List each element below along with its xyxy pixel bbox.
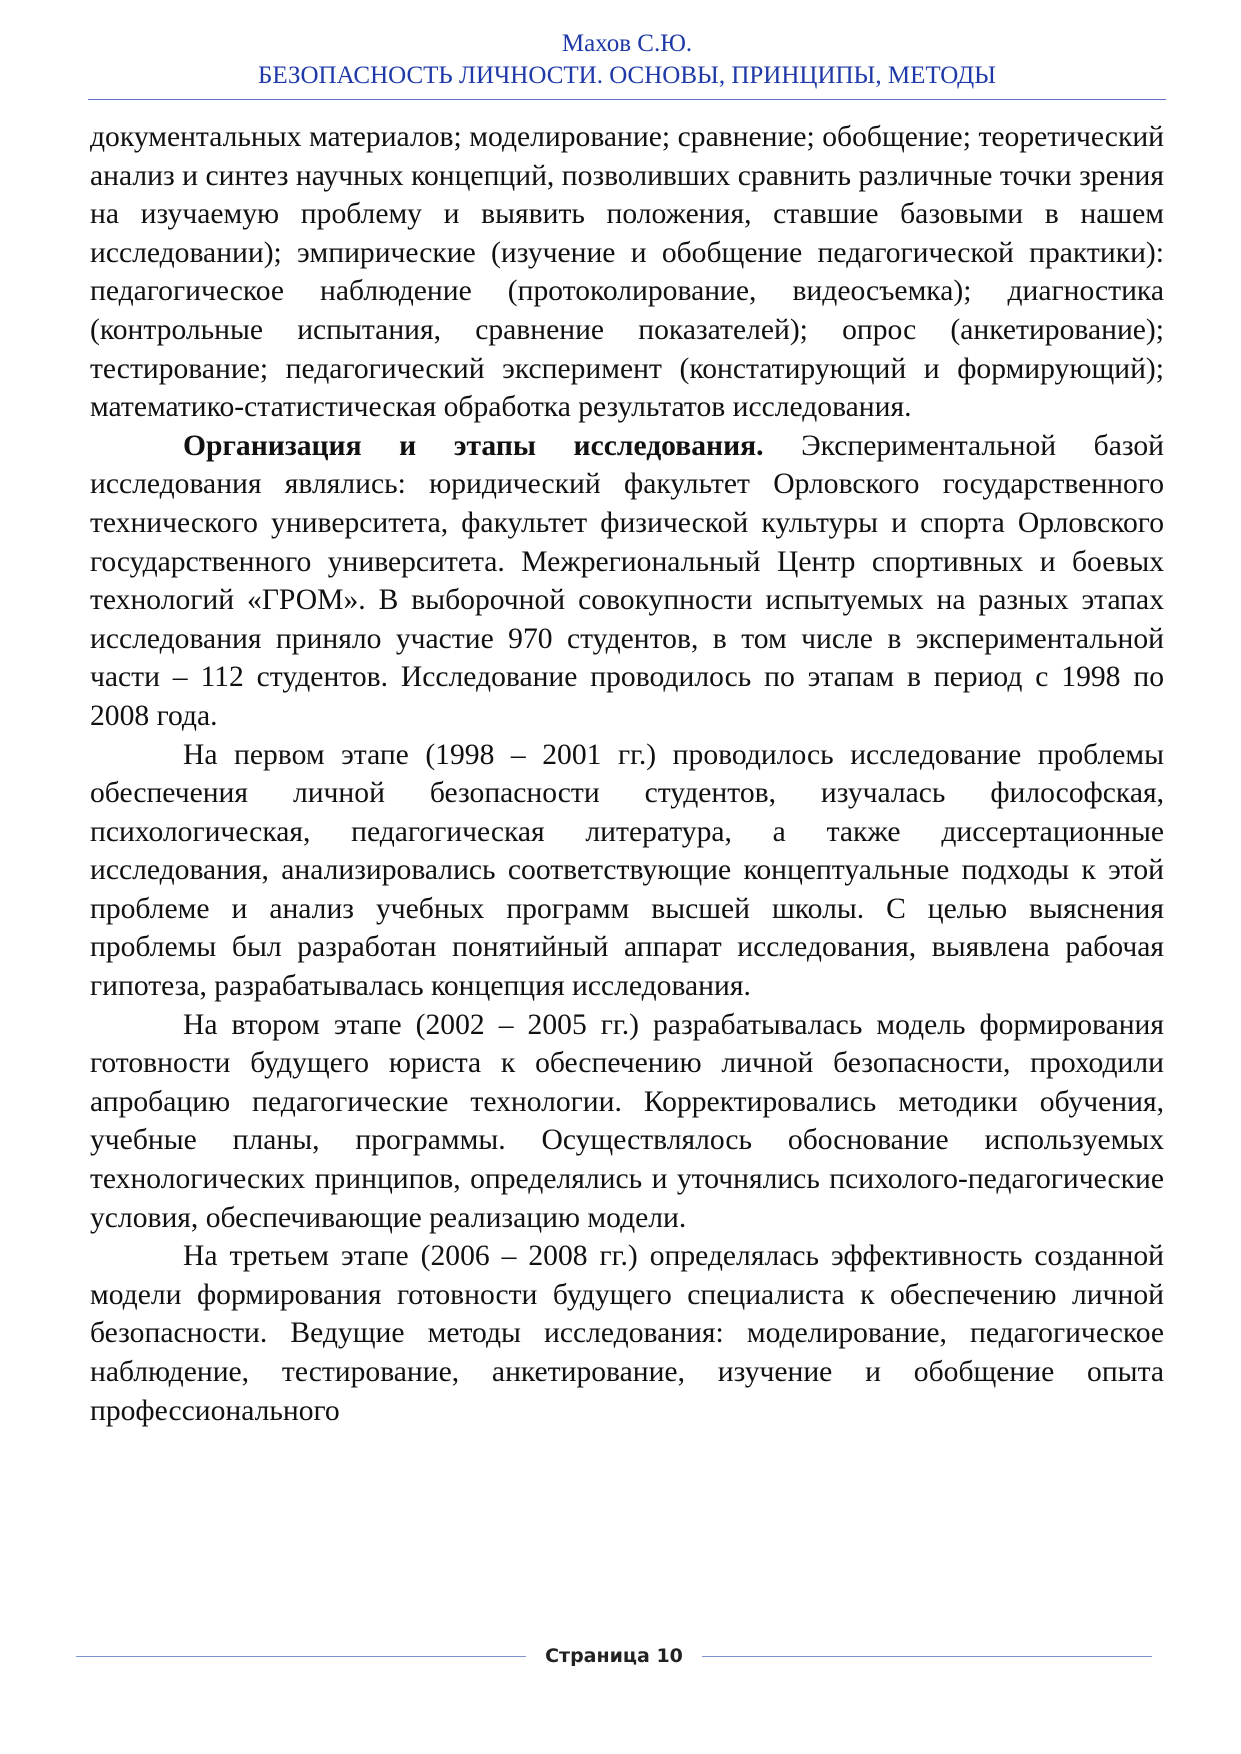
header-divider <box>88 99 1166 100</box>
footer-rule-right <box>702 1656 1152 1657</box>
header-author: Махов С.Ю. <box>561 30 693 57</box>
paragraph-organization <box>90 427 1164 736</box>
paragraph-stage-two: На втором этапе (2002 – 2005 гг.) разрабатывалась модель формирования готовности будущего юриста к обеспечению личной безопасности, проходили апробацию педагогические технологии. Корректировались методики обучения, учебные планы, программы. Осуществлялось обоснование используемых технологических принципов, определялись и уточнялись психолого-педагогические условия, обеспечивающие реализацию модели. <box>90 1008 1164 1234</box>
page-footer <box>76 1644 1152 1668</box>
paragraph-organization-heading: Организация и этапы исследования. <box>183 429 764 462</box>
paragraph-organization-text: Экспериментальной базой исследования являлись: юридический факультет Орловского государственного технического университета, факультет физической культуры и спорта Орловского государственного университета. Межрегиональный Центр спортивных и боевых технологий «ГРОМ». В выборочной совокупности испытуемых на разных этапах исследования приняло участие 970 студентов, в том числе в экспериментальной части – 112 студентов. Исследование проводилось по этапам в период с 1998 по 2008 года. <box>90 429 1164 732</box>
paragraph-stage-three: На третьем этапе (2006 – 2008 гг.) определялась эффективность созданной модели формирования готовности будущего специалиста к обеспечению личной безопасности. Ведущие методы исследования: моделирование, педагогическое наблюдение, тестирование, анкетирование, изучение и обобщение опыта профессионального <box>90 1240 1164 1427</box>
paragraph-stage-one: На первом этапе (1998 – 2001 гг.) проводилось исследование проблемы обеспечения личной безопасности студентов, изучалась философская, психологическая, педагогическая литература, а также диссертационные исследования, анализировались соответствующие концептуальные подходы к этой проблеме и анализ учебных программ высшей школы. С целью выяснения проблемы был разработан понятийный аппарат исследования, выявлена рабочая гипотеза, разрабатывалась концепция исследования. <box>90 738 1164 1003</box>
body-text <box>90 118 1164 1430</box>
running-header <box>88 28 1166 92</box>
paragraph-methods-continued: документальных материалов; моделирование; сравнение; обобщение; теоретический анализ и синтез научных концепций, позволивших сравнить различные точки зрения на изучаемую проблему и выявить положения, ставшие базовыми в нашем исследовании); эмпирические (изучение и обобщение педагогической практики): педагогическое наблюдение (протоколирование, видеосъемка); диагностика (контрольные испытания, сравнение показателей); опрос (анкетирование); тестирование; педагогический эксперимент (констатирующий и формирующий); математико-статистическая обработка результатов исследования. <box>90 121 1164 424</box>
header-title: БЕЗОПАСНОСТЬ ЛИЧНОСТИ. ОСНОВЫ, ПРИНЦИПЫ, МЕТОДЫ <box>258 62 996 89</box>
page-number: Страница 10 <box>545 1645 683 1667</box>
